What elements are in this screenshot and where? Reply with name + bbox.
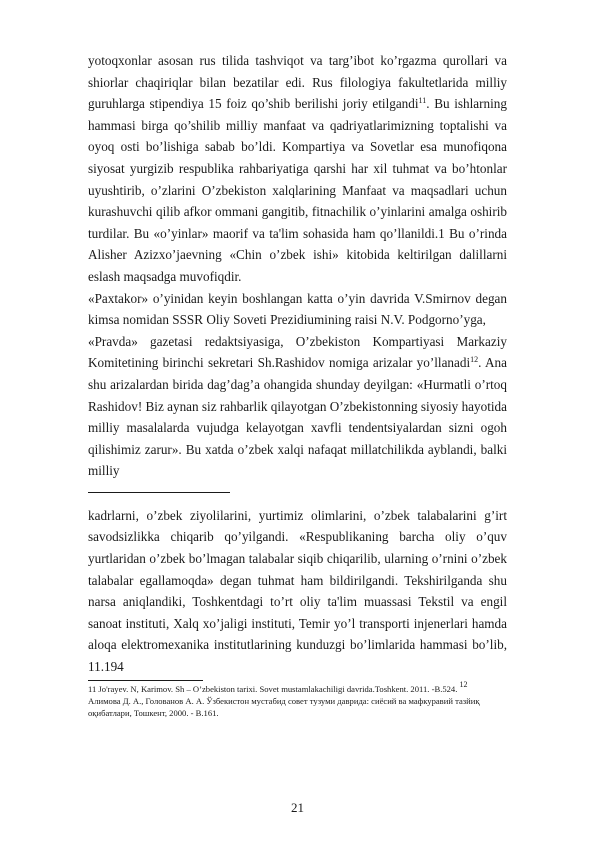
footnote-12-text: Алимова Д. А., Голованов А. А. Ўзбекистон мустабид совет тузуми даврида: сиёсий ва мафкуравий тазйиқ оқибатлари, Тошкент, 2000. - B.161.: [88, 695, 480, 718]
footnote-11: [88, 679, 507, 695]
footnotes: [88, 679, 507, 719]
paragraph-p2: [88, 288, 507, 331]
paragraph-text: yotoqxonlar asosan rus tilida tashviqot va targ’ibot ko’rgazma qurollari va shiorlar chaqiriqlar bilan bezatilar edi. Rus filologiya fakultetlarida milliy guruhlarga stipendiya 15 foiz qo’shib berilishi joriy etilgandi: [88, 53, 507, 112]
page-number: 21: [291, 800, 304, 815]
paragraph-text: . Bu ishlarning hammasi birga qo’shilib milliy manfaat va qadriyatlarimizning toptalishi va oyoq osti bo’lishiga sabab bo’ldi. Kompartiya va Sovetlar esa munofiqona siyosat yurgizib respublika rahbariyatiga qarshi har xil tuhmat va bo’htonlar uyushtirib, o’zlarini O’zbekiston xalqlarining Manfaat va maqsadlari uchun kurashuvchi qilib afkor ommani gangitib, fitnachilik o’yinlarini amalga oshirib turdilar. Bu «o’yinlar» maorif va ta'lim sohasida ham qo’llanildi.1 Bu o’rinda Alisher Azizxo’jaevning «Chin o’zbek ishi» kitobida keltirilgan dalillarni eslash maqsadga muvofiqdir.: [88, 96, 507, 284]
footnote-12: [88, 695, 507, 719]
paragraph-text: kadrlarni, o’zbek ziyolilarini, yurtimiz olimlarini, o’zbek talabalarini g’irt savodsizlikka chiqarib qo’yilgandi. «Respublikaning barcha oliy o’quv yurtlaridan o’zbek bo’lmagan talabalar siqib chiqarilib, ularning o’rnini o’zbek talabalar egallamoqda» degan tuhmat ham bildirilgandi. Tekshirilganda shu narsa aniqlandiki, Toshkentdagi to’rt oliy ta'lim muassasi Tekstil va engil sanoat instituti, Xalq xo’jaligi instituti, Temir yo’l transporti injenerlari hamda aloqa elektromexanika institutlarining kunduzgi bo’limlarida hammasi bo’lib, 11.194: [88, 507, 507, 675]
main-text-bottom: [88, 505, 507, 678]
footnote-12-marker: 12: [459, 679, 468, 689]
paragraph-text: «Pravda» gazetasi redaktsiyasiga, O’zbekiston Kompartiyasi Markaziy Komitetining birinchi sekretari Sh.Rashidov nomiga arizalar yo’llanadi: [88, 333, 507, 371]
paragraph-p4: [88, 505, 507, 678]
paragraph-p1: [88, 50, 507, 288]
footnote-divider: [88, 680, 203, 681]
paragraph-p3: [88, 331, 507, 482]
footnote-ref: 11: [418, 96, 427, 106]
paragraph-text: «Paxtakor» o’yinidan keyin boshlangan katta o’yin davrida V.Smirnov degan kimsa nomidan SSSR Oliy Soveti Prezidiumining raisi N.V. Podgorno’yga,: [88, 290, 507, 328]
footnote-ref: 12: [470, 355, 479, 365]
paragraph-text: . Ana shu arizalardan birida dag’dag’a ohangida shunday deyilgan: «Hurmatli o’rtoq Rashidov! Biz aynan siz rahbarlik qilayotgan O’zbekistonning siyosiy hayotida milliy masalalarda vujudga kelayotgan xavfli tendentsiyalardan sizni ogoh qilishimiz zarur». Bu xatda o’zbek xalqi nafaqat millatchilikda ayblandi, balki milliy: [88, 355, 507, 479]
footnote-11-text: 11 Jo'rayev. N, Karimov. Sh – O’zbekiston tarixi. Sovet mustamlakachiligi davrida.Toshkent. 2011. -B.524.: [88, 683, 458, 694]
document-page: [88, 50, 507, 719]
main-text-top: [88, 50, 507, 482]
section-divider: [88, 492, 230, 493]
